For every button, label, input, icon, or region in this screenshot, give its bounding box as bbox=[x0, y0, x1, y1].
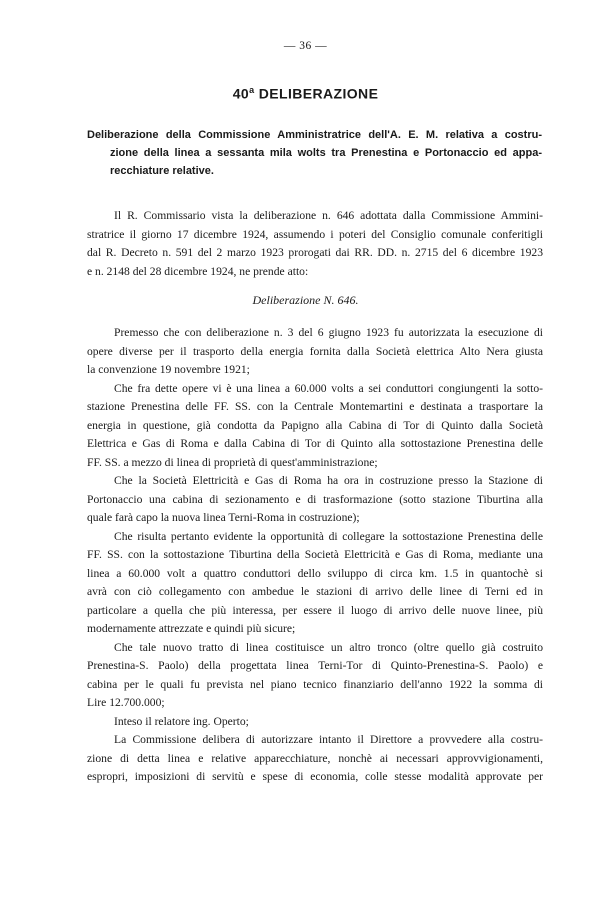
intro-paragraph bbox=[87, 207, 543, 281]
title-number: 40 bbox=[232, 85, 250, 102]
paragraph-line: Premesso che con deliberazione n. 3 del 6 giugno 1923 fu autorizzata la esecuzione di bbox=[114, 326, 543, 339]
section-heading: Deliberazione N. 646. bbox=[252, 293, 359, 307]
paragraph-line: FF. SS. con la sottostazione Tiburtina della Società Elettricità e Gas di Roma, mediante una bbox=[87, 548, 543, 561]
paragraph-line: Inteso il relatore ing. Operto; bbox=[114, 714, 249, 728]
paragraph bbox=[87, 528, 543, 639]
paragraph-line: quale farà capo la nuova linea Terni-Roma in costruzione); bbox=[87, 511, 360, 524]
paragraph bbox=[87, 380, 543, 473]
paragraph bbox=[87, 713, 543, 732]
paragraph-line: Elettrica e Gas di Roma e dalla Cabina di Tor di Quinto alla sottostazione Prenestina delle bbox=[87, 437, 543, 450]
paragraph-line: linea a 60.000 volt a quattro conduttori dello sviluppo di circa km. 1.5 in quantochè si bbox=[87, 566, 543, 580]
paragraph-line: Che fra dette opere vi è una linea a 60.000 volts a sei conduttori congiungenti la sotto- bbox=[114, 381, 543, 395]
subject-line: recchiature relative. bbox=[110, 165, 214, 177]
intro-line: dal R. Decreto n. 591 del 2 marzo 1923 prorogati dai RR. DD. n. 2715 del 6 dicembre 1923 bbox=[87, 246, 543, 259]
paragraph-line: Che tale nuovo tratto di linea costituisce un altro tronco (oltre quello già costruito bbox=[114, 640, 543, 654]
paragraph bbox=[87, 731, 543, 787]
paragraph-line: Portonaccio una cabina di sezionamento e di trasformazione (sotto stazione Tiburtina alla bbox=[87, 492, 543, 506]
deliberation-subject bbox=[87, 126, 542, 180]
paragraph bbox=[87, 639, 543, 713]
paragraph-line: Che risulta pertanto evidente la opportunità di collegare la sottostazione Prenestina delle bbox=[114, 529, 543, 543]
intro-line: stratrice il giorno 17 dicembre 1924, assumendo i poteri del Consiglio comunale conferitigli bbox=[87, 227, 543, 241]
paragraph-line: energia in questione, già condotta da Papigno alla Cabina di Tor di Quinto dalla Società bbox=[87, 418, 543, 432]
page-title bbox=[0, 85, 611, 102]
paragraph-line: La Commissione delibera di autorizzare intanto il Direttore a provvedere alla costru- bbox=[114, 733, 543, 746]
paragraph-line: particolare a quella che più interessa, per essere il luogo di arrivo delle nuove linee, più bbox=[87, 603, 543, 617]
intro-line: e n. 2148 del 28 dicembre 1924, ne prende atto: bbox=[87, 264, 309, 278]
intro-line: Il R. Commissario vista la deliberazione n. 646 adottata dalla Commissione Ammini- bbox=[114, 209, 543, 222]
paragraph-line: opere diverse per il trasporto della energia fornita dalla Società elettrica Alto Nera giusta bbox=[87, 344, 543, 358]
paragraph-line: FF. SS. a mezzo di linea di proprietà di quest'amministrazione; bbox=[87, 455, 378, 469]
page-number: — 36 — bbox=[283, 40, 328, 52]
title-ordinal-superscript: a bbox=[249, 85, 255, 95]
paragraph-line: avrà con ciò collegamento con ambedue le stazioni di arrivo delle linee di Terni ed in bbox=[87, 585, 543, 598]
main-text bbox=[87, 324, 543, 787]
paragraph-line: espropri, imposizioni di servitù e spese di economia, colle stesse modalità approvate per bbox=[87, 770, 543, 783]
subject-line: Deliberazione della Commissione Amministratrice dell'A. E. M. relativa a costru- bbox=[87, 129, 542, 141]
paragraph-line: Lire 12.700.000; bbox=[87, 696, 165, 709]
subject-line: zione della linea a sessanta mila wolts tra Prenestina e Portonaccio ed appa- bbox=[110, 147, 542, 159]
paragraph-line: Prenestina-S. Paolo) della progettata linea Terni-Tor di Quinto-Prenestina-S. Paolo) e bbox=[87, 659, 543, 672]
paragraph-line: modernamente attrezzate e quindi più sicure; bbox=[87, 622, 296, 635]
paragraph-line: stazione Prenestina delle FF. SS. con la Centrale Montemartini e destinata a trasportare la bbox=[87, 400, 543, 413]
paragraph bbox=[87, 324, 543, 380]
paragraph bbox=[87, 472, 543, 528]
title-word: DELIBERAZIONE bbox=[258, 85, 379, 102]
paragraph-line: zione di detta linea e relative apparecchiature, nonchè ai necessari approvvigionamenti, bbox=[87, 751, 543, 765]
paragraph-line: Che la Società Elettricità e Gas di Roma ha ora in costruzione presso la Stazione di bbox=[114, 474, 543, 487]
paragraph-line: cabina per le quali fu prevista nel piano tecnico finanziario dell'anno 1922 la somma di bbox=[87, 677, 543, 691]
paragraph-line: la convenzione 19 novembre 1921; bbox=[87, 363, 250, 376]
